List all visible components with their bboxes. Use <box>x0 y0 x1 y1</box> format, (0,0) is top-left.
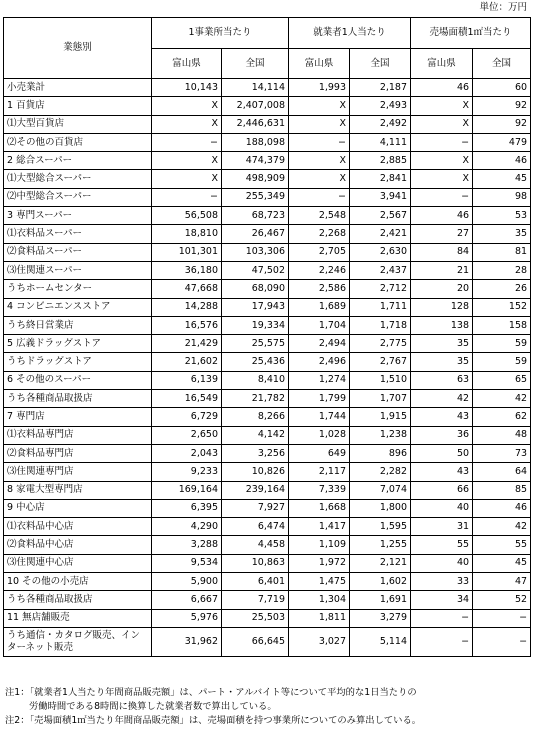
row-label: ⑵その他の百貨店 <box>4 133 152 151</box>
value-cell: 85 <box>473 481 531 499</box>
value-cell: 16,549 <box>152 390 222 408</box>
value-cell: 40 <box>411 499 473 517</box>
value-cell: − <box>289 188 350 206</box>
value-cell: 2,407,008 <box>222 97 289 115</box>
value-cell: 1,602 <box>350 573 411 591</box>
value-cell: 2,841 <box>350 170 411 188</box>
value-cell: − <box>473 609 531 627</box>
row-label: 11 無店舗販売 <box>4 609 152 627</box>
value-cell: 2,494 <box>289 335 350 353</box>
value-cell: 2,187 <box>350 79 411 97</box>
value-cell: X <box>152 152 222 170</box>
value-cell: 48 <box>473 426 531 444</box>
value-cell: 1,689 <box>289 298 350 316</box>
value-cell: 101,301 <box>152 243 222 261</box>
value-cell: 46 <box>411 79 473 97</box>
value-cell: 3,256 <box>222 444 289 462</box>
table-row <box>4 188 531 206</box>
value-cell: 92 <box>473 115 531 133</box>
value-cell: 45 <box>473 554 531 572</box>
table-row <box>4 207 531 225</box>
value-cell: 2,712 <box>350 280 411 298</box>
value-cell: 66,645 <box>222 627 289 656</box>
value-cell: 2,567 <box>350 207 411 225</box>
value-cell: − <box>473 627 531 656</box>
value-cell: 6,395 <box>152 499 222 517</box>
value-cell: 1,744 <box>289 408 350 426</box>
table-row <box>4 591 531 609</box>
table-row <box>4 115 531 133</box>
value-cell: 10,826 <box>222 463 289 481</box>
value-cell: 27 <box>411 225 473 243</box>
value-cell: 25,503 <box>222 609 289 627</box>
value-cell: 53 <box>473 207 531 225</box>
row-label: 10 その他の小売店 <box>4 573 152 591</box>
value-cell: 66 <box>411 481 473 499</box>
value-cell: 42 <box>411 390 473 408</box>
row-label: うち終日営業店 <box>4 316 152 334</box>
value-cell: 43 <box>411 408 473 426</box>
value-cell: X <box>289 115 350 133</box>
value-cell: 2,268 <box>289 225 350 243</box>
value-cell: 68,090 <box>222 280 289 298</box>
value-cell: 2,885 <box>350 152 411 170</box>
value-cell: 31 <box>411 518 473 536</box>
value-cell: 35 <box>411 335 473 353</box>
value-cell: 1,274 <box>289 371 350 389</box>
row-label: ⑶住関連中心店 <box>4 554 152 572</box>
value-cell: 33 <box>411 573 473 591</box>
value-cell: 42 <box>473 518 531 536</box>
value-cell: 36,180 <box>152 261 222 279</box>
value-cell: 1,707 <box>350 390 411 408</box>
value-cell: 60 <box>473 79 531 97</box>
value-cell: 6,401 <box>222 573 289 591</box>
header-category: 業態別 <box>4 18 152 79</box>
value-cell: 59 <box>473 335 531 353</box>
table-row <box>4 316 531 334</box>
value-cell: 42 <box>473 390 531 408</box>
row-label: ⑵食料品スーパー <box>4 243 152 261</box>
note-1-continued: 労働時間である8時間に換算した就業者数で算出している。 <box>29 701 277 712</box>
value-cell: − <box>411 188 473 206</box>
value-cell: 81 <box>473 243 531 261</box>
value-cell: 1,028 <box>289 426 350 444</box>
value-cell: 21,429 <box>152 335 222 353</box>
table-row <box>4 463 531 481</box>
row-label: ⑵中型総合スーパー <box>4 188 152 206</box>
row-label: 5 広義ドラッグストア <box>4 335 152 353</box>
row-label: 6 その他のスーパー <box>4 371 152 389</box>
row-label: 3 専門スーパー <box>4 207 152 225</box>
value-cell: 3,288 <box>152 536 222 554</box>
table-row <box>4 499 531 517</box>
value-cell: 498,909 <box>222 170 289 188</box>
value-cell: 1,972 <box>289 554 350 572</box>
table-row <box>4 133 531 151</box>
value-cell: X <box>152 170 222 188</box>
value-cell: X <box>152 115 222 133</box>
row-label: ⑴大型総合スーパー <box>4 170 152 188</box>
table-row <box>4 298 531 316</box>
value-cell: 3,279 <box>350 609 411 627</box>
value-cell: 8,410 <box>222 371 289 389</box>
value-cell: 35 <box>473 225 531 243</box>
table-row <box>4 371 531 389</box>
value-cell: 55 <box>411 536 473 554</box>
row-label: 4 コンビニエンスストア <box>4 298 152 316</box>
table-row <box>4 536 531 554</box>
table-row <box>4 481 531 499</box>
table-row <box>4 280 531 298</box>
value-cell: 2,043 <box>152 444 222 462</box>
value-cell: 1,304 <box>289 591 350 609</box>
header-group-floor-area: 売場面積1㎡当たり <box>411 18 531 49</box>
value-cell: 43 <box>411 463 473 481</box>
value-cell: 34 <box>411 591 473 609</box>
value-cell: 4,458 <box>222 536 289 554</box>
value-cell: 1,238 <box>350 426 411 444</box>
value-cell: 64 <box>473 463 531 481</box>
value-cell: X <box>289 170 350 188</box>
value-cell: 5,114 <box>350 627 411 656</box>
value-cell: 45 <box>473 170 531 188</box>
table-row <box>4 97 531 115</box>
row-label: 1 百貨店 <box>4 97 152 115</box>
value-cell: 9,233 <box>152 463 222 481</box>
row-label: うち通信・カタログ販売、インターネット販売 <box>4 627 152 656</box>
table-body <box>4 79 531 657</box>
value-cell: 7,719 <box>222 591 289 609</box>
value-cell: 26,467 <box>222 225 289 243</box>
value-cell: 59 <box>473 353 531 371</box>
value-cell: 103,306 <box>222 243 289 261</box>
value-cell: 21 <box>411 261 473 279</box>
value-cell: 1,255 <box>350 536 411 554</box>
value-cell: 98 <box>473 188 531 206</box>
row-label: ⑶住関連専門店 <box>4 463 152 481</box>
note-1: 注1：「就業者1人当たり年間商品販売額」は、パート・アルバイト等について平均的な1日当たりの <box>5 687 417 698</box>
value-cell: X <box>411 115 473 133</box>
value-cell: 2,117 <box>289 463 350 481</box>
value-cell: 26 <box>473 280 531 298</box>
value-cell: 2,496 <box>289 353 350 371</box>
value-cell: 84 <box>411 243 473 261</box>
table-row <box>4 170 531 188</box>
value-cell: 7,074 <box>350 481 411 499</box>
value-cell: 1,718 <box>350 316 411 334</box>
value-cell: 35 <box>411 353 473 371</box>
row-label: 小売業計 <box>4 79 152 97</box>
unit-label: 単位：万円 <box>479 2 527 13</box>
value-cell: 169,164 <box>152 481 222 499</box>
table-row <box>4 225 531 243</box>
row-label: 2 総合スーパー <box>4 152 152 170</box>
row-label: うちホームセンター <box>4 280 152 298</box>
value-cell: 2,630 <box>350 243 411 261</box>
value-cell: 479 <box>473 133 531 151</box>
value-cell: 73 <box>473 444 531 462</box>
value-cell: − <box>411 133 473 151</box>
value-cell: 1,475 <box>289 573 350 591</box>
table-row <box>4 152 531 170</box>
value-cell: 158 <box>473 316 531 334</box>
value-cell: 1,811 <box>289 609 350 627</box>
value-cell: 1,799 <box>289 390 350 408</box>
value-cell: 10,863 <box>222 554 289 572</box>
value-cell: 50 <box>411 444 473 462</box>
value-cell: 47,502 <box>222 261 289 279</box>
row-label: 9 中心店 <box>4 499 152 517</box>
value-cell: 1,915 <box>350 408 411 426</box>
table-row <box>4 261 531 279</box>
value-cell: 1,417 <box>289 518 350 536</box>
value-cell: 63 <box>411 371 473 389</box>
value-cell: 2,705 <box>289 243 350 261</box>
value-cell: 4,111 <box>350 133 411 151</box>
table-row <box>4 627 531 656</box>
value-cell: 649 <box>289 444 350 462</box>
value-cell: X <box>152 97 222 115</box>
header-national: 全国 <box>473 49 531 79</box>
value-cell: 1,510 <box>350 371 411 389</box>
value-cell: 18,810 <box>152 225 222 243</box>
value-cell: 4,290 <box>152 518 222 536</box>
value-cell: 40 <box>411 554 473 572</box>
value-cell: 1,691 <box>350 591 411 609</box>
header-national: 全国 <box>222 49 289 79</box>
value-cell: 46 <box>473 499 531 517</box>
header-toyama: 富山県 <box>289 49 350 79</box>
notes <box>5 686 529 728</box>
value-cell: 21,782 <box>222 390 289 408</box>
row-label: うちドラッグストア <box>4 353 152 371</box>
value-cell: 188,098 <box>222 133 289 151</box>
row-label: ⑵食料品中心店 <box>4 536 152 554</box>
value-cell: 62 <box>473 408 531 426</box>
table-row <box>4 609 531 627</box>
value-cell: 6,474 <box>222 518 289 536</box>
header-national: 全国 <box>350 49 411 79</box>
value-cell: 1,993 <box>289 79 350 97</box>
value-cell: 5,976 <box>152 609 222 627</box>
row-label: ⑵食料品専門店 <box>4 444 152 462</box>
value-cell: X <box>289 97 350 115</box>
value-cell: 55 <box>473 536 531 554</box>
value-cell: 4,142 <box>222 426 289 444</box>
value-cell: 6,729 <box>152 408 222 426</box>
header-group-worker: 就業者1人当たり <box>289 18 411 49</box>
value-cell: 14,288 <box>152 298 222 316</box>
table-row <box>4 518 531 536</box>
value-cell: 138 <box>411 316 473 334</box>
value-cell: 128 <box>411 298 473 316</box>
row-label: 8 家電大型専門店 <box>4 481 152 499</box>
table-row <box>4 573 531 591</box>
row-label: うち各種商品取扱店 <box>4 591 152 609</box>
value-cell: 5,900 <box>152 573 222 591</box>
value-cell: 65 <box>473 371 531 389</box>
value-cell: 2,492 <box>350 115 411 133</box>
row-label: うち各種商品取扱店 <box>4 390 152 408</box>
value-cell: 1,711 <box>350 298 411 316</box>
value-cell: 1,800 <box>350 499 411 517</box>
value-cell: − <box>152 188 222 206</box>
value-cell: 25,436 <box>222 353 289 371</box>
table-row <box>4 243 531 261</box>
value-cell: 2,775 <box>350 335 411 353</box>
sales-table <box>3 17 531 657</box>
value-cell: 2,121 <box>350 554 411 572</box>
value-cell: 2,446,631 <box>222 115 289 133</box>
value-cell: 2,437 <box>350 261 411 279</box>
value-cell: 9,534 <box>152 554 222 572</box>
value-cell: 2,548 <box>289 207 350 225</box>
value-cell: 3,941 <box>350 188 411 206</box>
table-row <box>4 353 531 371</box>
value-cell: 36 <box>411 426 473 444</box>
value-cell: 46 <box>473 152 531 170</box>
value-cell: 25,575 <box>222 335 289 353</box>
row-label: ⑶住関連スーパー <box>4 261 152 279</box>
value-cell: 31,962 <box>152 627 222 656</box>
header-toyama: 富山県 <box>152 49 222 79</box>
table-row <box>4 408 531 426</box>
value-cell: 68,723 <box>222 207 289 225</box>
value-cell: 28 <box>473 261 531 279</box>
value-cell: X <box>289 152 350 170</box>
value-cell: 47 <box>473 573 531 591</box>
row-label: ⑴衣料品スーパー <box>4 225 152 243</box>
header-toyama: 富山県 <box>411 49 473 79</box>
value-cell: 3,027 <box>289 627 350 656</box>
value-cell: − <box>152 133 222 151</box>
value-cell: 1,595 <box>350 518 411 536</box>
value-cell: 8,266 <box>222 408 289 426</box>
value-cell: 46 <box>411 207 473 225</box>
value-cell: 896 <box>350 444 411 462</box>
value-cell: 474,379 <box>222 152 289 170</box>
value-cell: 2,650 <box>152 426 222 444</box>
value-cell: 2,493 <box>350 97 411 115</box>
row-label: ⑴大型百貨店 <box>4 115 152 133</box>
value-cell: 239,164 <box>222 481 289 499</box>
table-row <box>4 426 531 444</box>
value-cell: − <box>411 627 473 656</box>
value-cell: 2,767 <box>350 353 411 371</box>
row-label: 7 専門店 <box>4 408 152 426</box>
value-cell: 14,114 <box>222 79 289 97</box>
value-cell: − <box>411 609 473 627</box>
value-cell: 1,668 <box>289 499 350 517</box>
value-cell: 21,602 <box>152 353 222 371</box>
value-cell: 6,667 <box>152 591 222 609</box>
value-cell: X <box>411 170 473 188</box>
table-row <box>4 335 531 353</box>
value-cell: 7,339 <box>289 481 350 499</box>
value-cell: 20 <box>411 280 473 298</box>
header-row-groups <box>4 18 531 49</box>
table-row <box>4 444 531 462</box>
table-row <box>4 79 531 97</box>
value-cell: 16,576 <box>152 316 222 334</box>
value-cell: 47,668 <box>152 280 222 298</box>
value-cell: 2,421 <box>350 225 411 243</box>
value-cell: 56,508 <box>152 207 222 225</box>
value-cell: 92 <box>473 97 531 115</box>
header-group-establishment: 1事業所当たり <box>152 18 289 49</box>
value-cell: − <box>289 133 350 151</box>
value-cell: 52 <box>473 591 531 609</box>
value-cell: 2,246 <box>289 261 350 279</box>
value-cell: 1,109 <box>289 536 350 554</box>
value-cell: 2,586 <box>289 280 350 298</box>
row-label: ⑴衣料品専門店 <box>4 426 152 444</box>
note-2: 注2：「売場面積1㎡当たり年間商品販売額」は、売場面積を持つ事業所についてのみ算出している。 <box>5 715 422 726</box>
value-cell: 6,139 <box>152 371 222 389</box>
value-cell: 1,704 <box>289 316 350 334</box>
value-cell: 17,943 <box>222 298 289 316</box>
table-row <box>4 390 531 408</box>
table-row <box>4 554 531 572</box>
value-cell: 2,282 <box>350 463 411 481</box>
value-cell: X <box>411 152 473 170</box>
value-cell: 19,334 <box>222 316 289 334</box>
value-cell: 7,927 <box>222 499 289 517</box>
value-cell: 10,143 <box>152 79 222 97</box>
value-cell: 152 <box>473 298 531 316</box>
value-cell: 255,349 <box>222 188 289 206</box>
value-cell: X <box>411 97 473 115</box>
row-label: ⑴衣料品中心店 <box>4 518 152 536</box>
